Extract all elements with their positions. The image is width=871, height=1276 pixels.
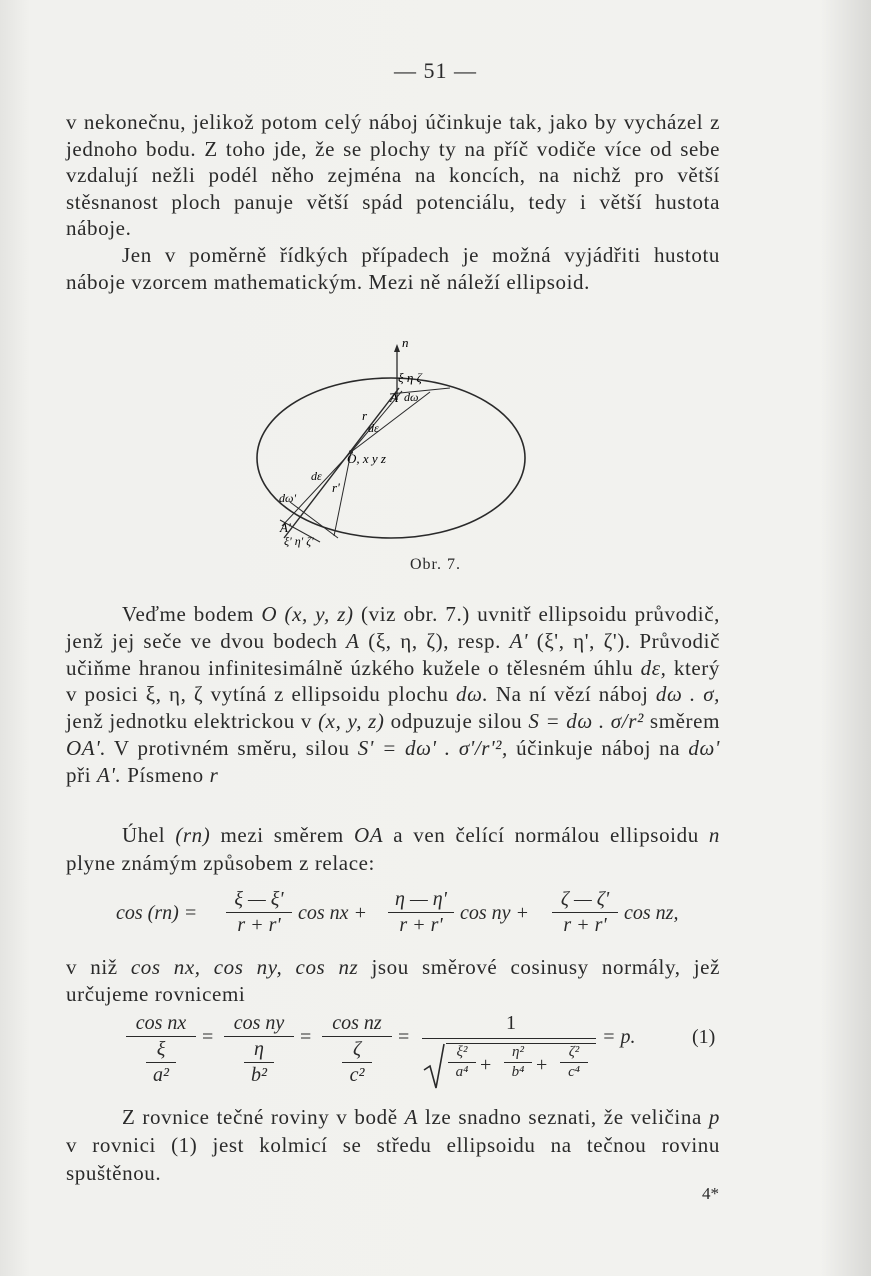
eq1-term-3: cos nz, [624, 902, 679, 924]
ellipsoid-diagram [250, 330, 540, 560]
eq2-main-bar [422, 1038, 596, 1039]
eq2-frac-3: cos nz ζ c² [322, 1012, 392, 1087]
figure-caption: Obr. 7. [410, 556, 461, 573]
eq1-frac-2: η — η' r + r' [388, 888, 454, 937]
eq2-one: 1 [506, 1012, 516, 1034]
paragraph-1: v nekonečnu, jelikož potom celý náboj účinkuje tak, jako by vycházel z jednoho bodu. Z toho jde, že se plochy ty na příč vodiče více od sebe vzdalují nežli podél něho zejména na koncích, na nichž pro větší stěsnanost ploch panuje větší spád potenciálu, tedy i větší hustota náboje. [66, 110, 720, 241]
page-number: — 51 — [394, 58, 477, 83]
paragraph-3: Veďme bodem O (x, y, z) (viz obr. 7.) uvnitř ellipsoidu průvodič, jenž jej seče ve dvou bodech A (ξ, η, ζ), resp. A' (ξ', η', ζ'). Průvodič učiňme hranou infinitesimálně úzkého kužele o tělesném úhlu dε, který v posici ξ, η, ζ vytíná z ellipsoidu plochu dω. Na ní vězí náboj dω . σ, jenž jednotku elektrickou v (x, y, z) odpuzuje silou S = dω . σ/r² směrem OA'. V protivném směru, silou S' = dω' . σ'/r'², účinkuje náboj na dω' při A'. Písmeno r [66, 602, 721, 787]
equation-1 [126, 1012, 726, 1092]
label-A: A [390, 390, 398, 405]
eq2-equals-2: = [300, 1026, 312, 1048]
label-domega: dω [404, 390, 419, 404]
label-r-top: r [362, 408, 368, 423]
eq2-root-frac-3: ζ² c⁴ [560, 1044, 588, 1081]
eq2-root-frac-1: ξ² a⁴ [448, 1044, 476, 1081]
eq2-root-frac-2: η² b⁴ [504, 1044, 532, 1081]
paragraph-2: Jen v poměrně řídkých případech je možná vyjádřiti hustotu náboje vzorcem mathematickým. Mezi ně náleží ellipsoid. [66, 243, 720, 294]
eq1-term-2: cos ny + [460, 902, 530, 924]
normal-arrowhead [394, 344, 400, 352]
label-dE-top: dε [368, 421, 379, 435]
eq2-plus-2: + [536, 1054, 548, 1076]
eq2-equals-3: = [398, 1026, 410, 1048]
eq1-lhs: cos (rn) = [116, 902, 198, 924]
label-xi-eta-zeta: ξ η ζ [398, 370, 422, 385]
eq2-frac-1: cos nx ξ a² [126, 1012, 196, 1087]
paragraph-6: Z rovnice tečné roviny v bodě A lze snadno seznati, že veličina p v rovnici (1) jest kolmicí se středu ellipsoidu na tečnou rovinu spuštěnou. [66, 1105, 720, 1185]
label-r-prime: r' [332, 480, 340, 495]
cone-line-bottom-1 [282, 452, 351, 526]
paragraph-5: v niž cos nx, cos ny, cos nz jsou směrové cosinusy normály, jež určujeme rovnicemi [66, 955, 720, 1006]
eq2-equals-1: = [202, 1026, 214, 1048]
paragraph-4: Úhel (rn) mezi směrem OA a ven čelící normálou ellipsoidu n plyne známým způsobem z relace: [66, 823, 720, 875]
label-domega-prime: dω' [279, 491, 297, 505]
label-O: O, x y z [347, 451, 386, 466]
eq2-rhs: = p. [602, 1026, 636, 1048]
eq1-frac-1: ξ — ξ' r + r' [226, 888, 292, 937]
eq1-term-1: cos nx + [298, 902, 368, 924]
eq2-plus-1: + [480, 1054, 492, 1076]
signature-mark: 4* [702, 1184, 719, 1203]
label-A-prime: A' [280, 520, 291, 535]
sqrt-sign [422, 1042, 446, 1090]
label-xi-eta-zeta-prime: ξ' η' ζ' [284, 534, 314, 548]
label-n: n [402, 335, 409, 350]
equation-cos-rn [116, 888, 716, 940]
eq1-frac-3: ζ — ζ' r + r' [552, 888, 618, 937]
eq2-frac-2: cos ny η b² [224, 1012, 294, 1087]
ellipsoid-figure [250, 330, 540, 560]
equation-number: (1) [692, 1026, 716, 1048]
label-dE-bottom: dε [311, 469, 322, 483]
